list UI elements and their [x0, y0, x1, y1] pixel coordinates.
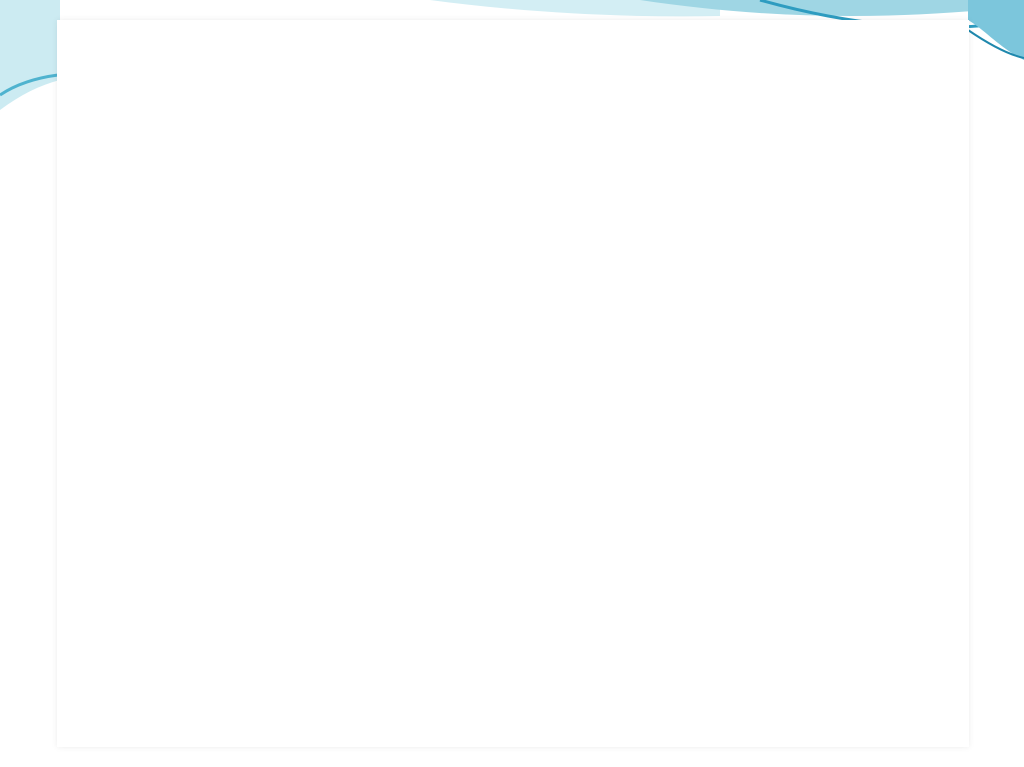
document-page: [57, 20, 969, 747]
